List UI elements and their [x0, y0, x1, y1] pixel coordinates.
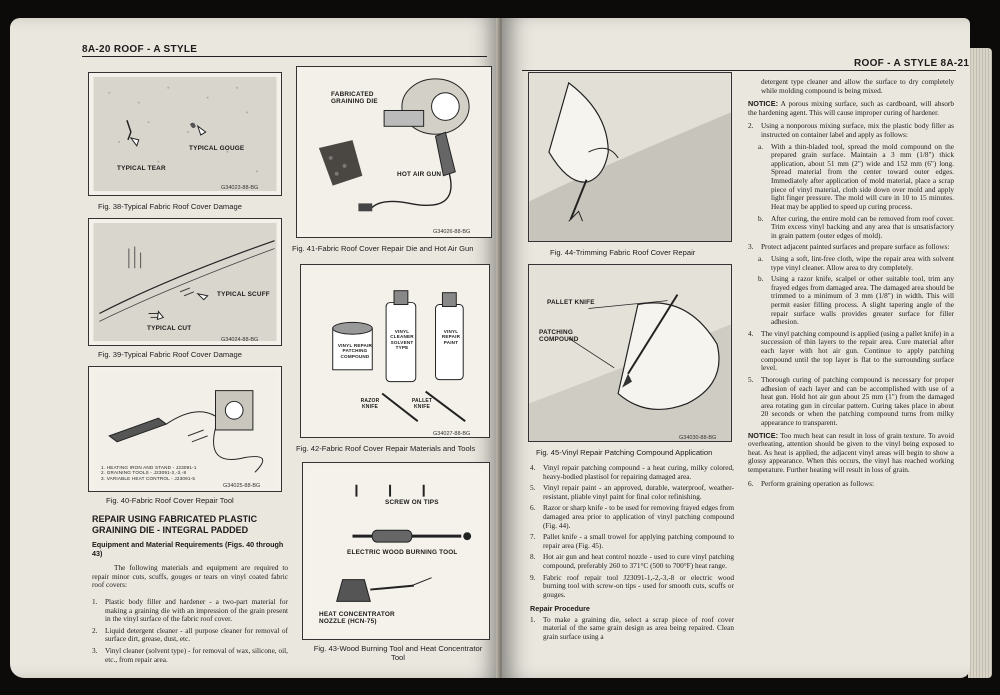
list-item: 6. Perform graining operation as follows: [748, 478, 875, 488]
patching-compound-illustration [529, 265, 731, 441]
list-item: 4. Vinyl repair patching compound - a heat curing, milky colored, heavy-bodied plastisol for repairing damaged area. [530, 463, 734, 481]
figure-code: G34025-88-BG [223, 483, 261, 489]
figure-38 [88, 72, 282, 196]
patching-compound-label: VINYL REPAIR PATCHING COMPOUND [337, 343, 373, 359]
pallet-knife-label: PALLET KNIFE [547, 299, 595, 306]
continued-paragraph: detergent type cleaner and allow the surface to dry completely while molding compound is being mixed. [761, 77, 954, 95]
list-item: a. Using a soft, lint-free cloth, wipe the repair area with solvent type vinyl cleaner. Allow area to dry completely. [758, 253, 954, 272]
list-item: 2. Liquid detergent cleaner - all purpose cleaner for removal of surface dirt, grease, dust, etc. [92, 625, 288, 644]
list-item: 1. To make a graining die, select a scrap piece of roof cover material of the same grain design as area being repaired. Clean grain surface using a [530, 614, 734, 641]
figure-code: G34024-88-BG [221, 337, 259, 343]
razor-knife-label: RAZOR KNIFE [360, 398, 380, 410]
materials-list-continued [530, 464, 734, 644]
header-rule [82, 56, 487, 57]
figure-40-caption: Fig. 40-Fabric Roof Cover Repair Tool [106, 496, 234, 505]
list-item: a. With a thin-bladed tool, spread the mold compound on the prepared grain surface. Maintain a 3 mm (1/8") thick application, about 51 mm (2") wide and 152 mm (6") long. Spread material from the center toward outer edges. Immediately after application of mold material, place a scrap piece of vinyl material, cloth side down over mold and apply light finger pressure. The mold will cure in 10 to 15 minutes. Heat may be applied to speed up curing process. [758, 141, 954, 211]
header-rule [522, 70, 956, 71]
legend-item: 1. HEATING IRON AND STAND - J23091-1 [101, 465, 197, 470]
figure-38-caption: Fig. 38-Typical Fabric Roof Cover Damage [98, 202, 242, 211]
left-page-header: 8A-20 ROOF - A STYLE [82, 44, 198, 55]
figure-42 [300, 264, 490, 438]
list-item: 4. The vinyl patching compound is applied (using a pallet knife) in a succession of thin layers to the repair area. Cure material after each layer with hot air gun. Continue to apply patching compound until the top layer is flat to the surrounding surface level. [748, 328, 954, 373]
list-item: b. Using a razor knife, scalpel or other suitable tool, trim any frayed edges from damaged area. The damaged area should be trimmed to a minimum of 3 mm (1/8") in width. This will permit easier filling process. A slight tapering angle of the repair surface walls provides greater surface for filler adhesion. [758, 274, 954, 327]
vinyl-paint-label: VINYL REPAIR PAINT [441, 329, 461, 345]
wood-burning-tool-label: ELECTRIC WOOD BURNING TOOL [347, 549, 458, 556]
fabric-damage-illustration [89, 73, 281, 195]
repair-materials-illustration [301, 265, 489, 437]
trimming-repair-illustration [529, 73, 731, 241]
figure-39-caption: Fig. 39-Typical Fabric Roof Cover Damage [98, 350, 242, 359]
typical-scuff-label: TYPICAL SCUFF [217, 291, 270, 298]
figure-44-caption: Fig. 44-Trimming Fabric Roof Cover Repair [550, 248, 696, 257]
typical-tear-label: TYPICAL TEAR [117, 165, 166, 172]
right-page [502, 18, 970, 678]
tool-legend [101, 465, 197, 481]
repair-procedure-heading: Repair Procedure [530, 603, 590, 613]
list-item: 1. Plastic body filler and hardener - a two-part material for making a graining die with an impression of the grain present in the vinyl surface of the fabric roof cover. [92, 597, 288, 624]
figure-code: G34026-88-BG [433, 229, 471, 235]
figure-code: G34023-88-BG [221, 185, 259, 191]
screw-on-tips-label: SCREW ON TIPS [385, 499, 439, 506]
list-item: 5. Vinyl repair paint - an approved, durable, waterproof, weather-resistant, pliable vinyl paint for final color refinishing. [530, 483, 734, 501]
list-item: 9. Fabric roof repair tool J23091-1,-2,-3,-8 or electric wood burning tool with screw-on tips - used for smooth cuts, scuffs or gouges. [530, 572, 734, 599]
figure-45-caption: Fig. 45-Vinyl Repair Patching Compound Application [536, 448, 713, 457]
left-page [10, 18, 500, 678]
page-edges [968, 48, 992, 678]
typical-cut-label: TYPICAL CUT [147, 325, 192, 332]
equipment-list [92, 598, 288, 667]
figure-39 [88, 218, 282, 346]
notice-overheating: NOTICE: Too much heat can result in loss of grain texture. To avoid overheating, attention should be given to the vinyl being exposed to heat. As heat is applied, the adjacent vinyl areas will begin to show a glossy appearance. When this occurs, the vinyl has reached working temperature. Further heating will result in loss of grain. [748, 430, 954, 474]
intro-paragraph: The following materials and equipment are required to repair minor cuts, scuffs, gouges or tears on vinyl coated fabric roof covers: [92, 563, 288, 590]
figure-43-caption: Fig. 43-Wood Burning Tool and Heat Concentrator Tool [313, 644, 483, 662]
notice-porous-surface: NOTICE: A porous mixing surface, such as cardboard, will absorb the hardening agent. This will cause improper curing of hardener. [748, 99, 955, 117]
patching-compound-label: PATCHING COMPOUND [539, 329, 579, 344]
legend-item: 3. VARIABLE HEAT CONTROL - J23091-5 [101, 475, 196, 481]
figure-40 [88, 366, 282, 492]
list-item: 7. Pallet knife - a small trowel for applying patching compound to repair area (Fig. 45). [530, 532, 734, 550]
pallet-knife-label: PALLET KNIFE [411, 398, 433, 410]
open-service-manual [10, 18, 995, 688]
sub-list [758, 255, 954, 327]
list-item: 2. Using a nonporous mixing surface, mix the plastic body filler as instructed on container label and apply as follows: [748, 121, 954, 140]
figure-41 [296, 66, 492, 238]
graining-die-label: FABRICATED GRAINING DIE [331, 91, 378, 106]
figure-45 [528, 264, 732, 442]
right-page-header: ROOF - A STYLE 8A-21 [854, 58, 970, 69]
list-item: 3. Protect adjacent painted surfaces and prepare surface as follows: [748, 242, 950, 252]
figure-code: G34030-88-BG [679, 435, 717, 441]
hot-air-gun-label: HOT AIR GUN [397, 171, 442, 178]
section-heading: REPAIR USING FABRICATED PLASTIC GRAINING DIE - INTEGRAL PADDED [92, 514, 258, 535]
heat-concentrator-label: HEAT CONCENTRATOR NOZZLE (HCN-75) [319, 611, 395, 626]
typical-gouge-label: TYPICAL GOUGE [189, 145, 245, 152]
sub-list [758, 143, 954, 241]
vinyl-cleaner-label: VINYL CLEANER SOLVENT TYPE [390, 329, 414, 350]
list-item: 3. Vinyl cleaner (solvent type) - for removal of wax, silicone, oil, etc., from repair area. [92, 646, 288, 664]
list-item: 6. Razor or sharp knife - to be used for removing frayed edges from damaged area prior to application of vinyl patching compound (Fig. 44). [530, 503, 734, 530]
list-item: b. After curing, the entire mold can be removed from roof cover. Trim excess vinyl backing and any area that is unsatisfactory in grain pattern (outer edges of mold). [758, 213, 954, 240]
figure-44 [528, 72, 732, 242]
figure-42-caption: Fig. 42-Fabric Roof Cover Repair Materials and Tools [296, 444, 476, 453]
equipment-subheading: Equipment and Material Requirements (Figs. 40 through 43) [92, 540, 284, 558]
figure-43 [302, 462, 490, 640]
procedure-column [748, 78, 954, 491]
list-item: 8. Hot air gun and heat control nozzle - used to cure vinyl patching compound, preferably 260 to 371°C (500 to 700°F) heat range. [530, 552, 734, 571]
legend-item: 2. GRAINING TOOLS - J23091-2,-3,-8 [101, 470, 187, 476]
figure-code: G34027-88-BG [433, 431, 471, 437]
figure-41-caption: Fig. 41-Fabric Roof Cover Repair Die and Hot Air Gun [292, 244, 474, 253]
list-item: 5. Thorough curing of patching compound is necessary for proper adhesion of each layer and can be accomplished with use of a heat gun. Hold hot air gun about 25 mm (1") from the damaged area rotating gun in circular pattern. Curing takes place in about 20 seconds or when the patching compound turns from milky appearance to transparent. [748, 374, 954, 427]
